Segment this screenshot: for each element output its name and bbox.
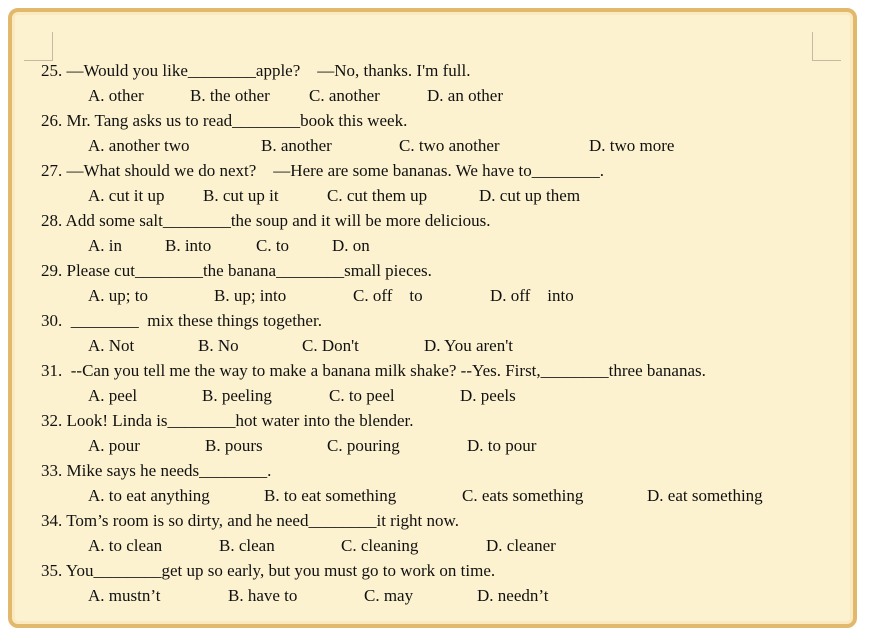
option-c: C. two another: [399, 136, 500, 155]
option-a: A. in: [88, 236, 122, 255]
option-d: D. eat something: [647, 486, 763, 505]
option-a: A. another two: [88, 136, 190, 155]
question-28: 28. Add some salt________the soup and it will be more delicious.: [41, 211, 491, 230]
option-c: C. cleaning: [341, 536, 419, 555]
option-a: A. Not: [88, 336, 135, 355]
option-a: A. peel: [88, 386, 138, 405]
option-b: B. cut up it: [203, 186, 279, 205]
question-25: 25. —Would you like________apple? —No, thanks. I'm full.: [41, 61, 471, 80]
option-a: A. other: [88, 86, 144, 105]
option-a: A. cut it up: [88, 186, 165, 205]
option-a: A. pour: [88, 436, 140, 455]
option-b: B. peeling: [202, 386, 272, 405]
option-b: B. up; into: [214, 286, 287, 305]
option-a: A. up; to: [88, 286, 148, 305]
question-30: 30. ________ mix these things together.: [41, 311, 322, 330]
option-a: A. to clean: [88, 536, 163, 555]
question-35: 35. You________get up so early, but you must go to work on time.: [41, 561, 496, 580]
option-c: C. eats something: [462, 486, 584, 505]
question-34: 34. Tom’s room is so dirty, and he need________it right now.: [41, 511, 459, 530]
option-b: B. the other: [190, 86, 270, 105]
option-d: D. needn’t: [477, 586, 549, 605]
option-b: B. pours: [205, 436, 263, 455]
question-33: 33. Mike says he needs________.: [41, 461, 272, 480]
question-27: 27. —What should we do next? —Here are some bananas. We have to________.: [41, 161, 604, 180]
option-b: B. No: [198, 336, 239, 355]
option-c: C. pouring: [327, 436, 400, 455]
question-29: 29. Please cut________the banana________small pieces.: [41, 261, 432, 280]
option-d: D. an other: [427, 86, 504, 105]
option-d: D. to pour: [467, 436, 537, 455]
option-d: D. peels: [460, 386, 516, 405]
option-c: C. to peel: [329, 386, 395, 405]
option-d: D. on: [332, 236, 370, 255]
option-c: C. another: [309, 86, 380, 105]
option-d: D. cut up them: [479, 186, 581, 205]
option-d: D. off into: [490, 286, 574, 305]
option-d: D. two more: [589, 136, 675, 155]
question-31: 31. --Can you tell me the way to make a banana milk shake? --Yes. First,________three bananas.: [41, 361, 706, 380]
option-b: B. into: [165, 236, 212, 255]
option-b: B. to eat something: [264, 486, 397, 505]
option-b: B. have to: [228, 586, 298, 605]
question-32: 32. Look! Linda is________hot water into the blender.: [41, 411, 414, 430]
option-d: D. cleaner: [486, 536, 556, 555]
option-b: B. clean: [219, 536, 275, 555]
option-a: A. mustn’t: [88, 586, 161, 605]
option-c: C. Don't: [302, 336, 359, 355]
option-a: A. to eat anything: [88, 486, 210, 505]
option-c: C. off to: [353, 286, 423, 305]
option-c: C. may: [364, 586, 414, 605]
option-c: C. to: [256, 236, 290, 255]
question-26: 26. Mr. Tang asks us to read________book this week.: [41, 111, 408, 130]
option-d: D. You aren't: [424, 336, 514, 355]
option-b: B. another: [261, 136, 332, 155]
option-c: C. cut them up: [327, 186, 428, 205]
